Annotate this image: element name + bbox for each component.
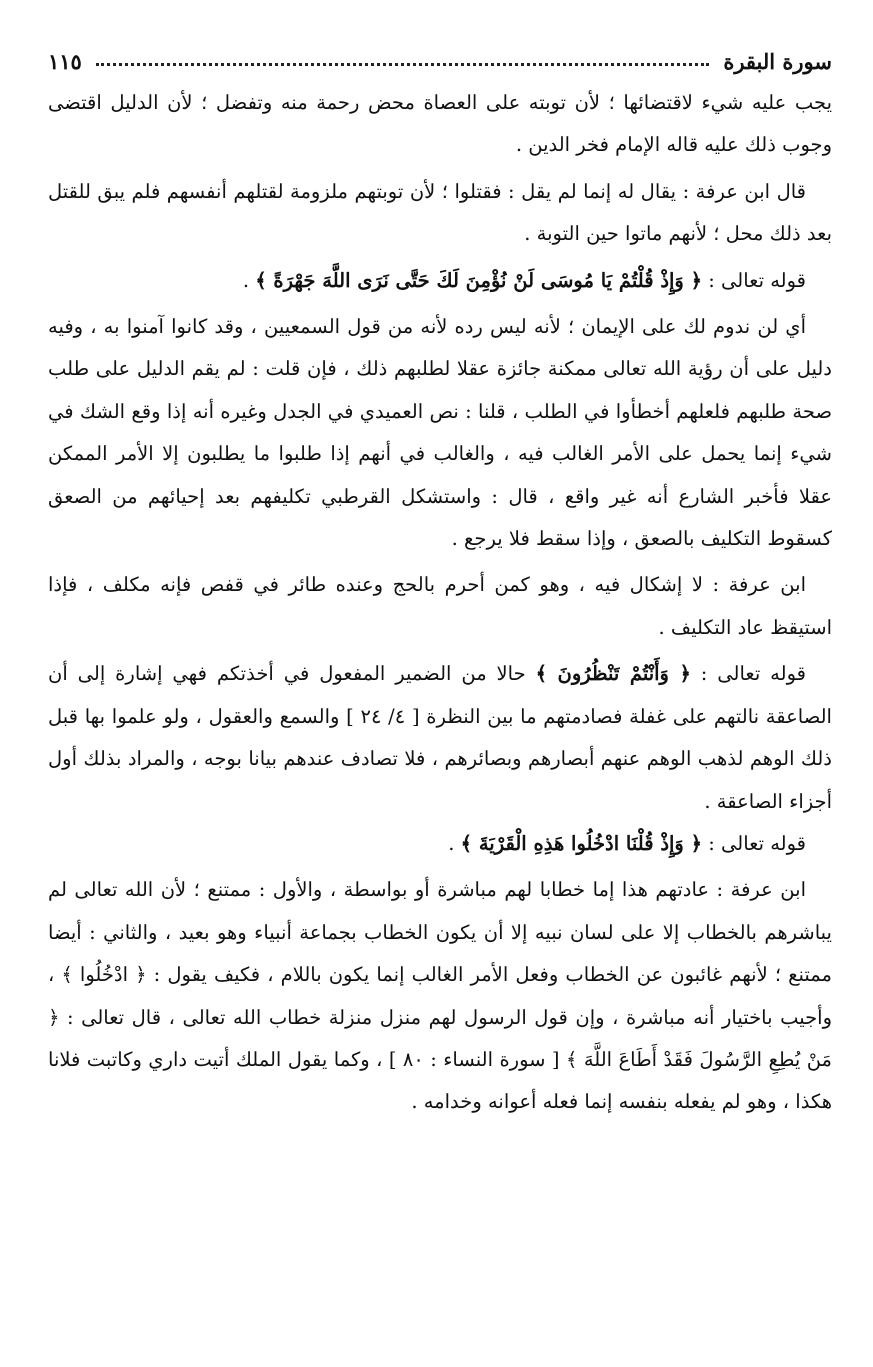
verse-citation-3 — [48, 823, 832, 865]
quran-verse: ﴿ وَإِذْ قُلْتُمْ يَا مُوسَى لَنْ نُؤْمِنَ لَكَ حَتَّى نَرَى اللَّهَ جَهْرَةً ﴾ — [255, 268, 703, 292]
dotted-leader — [96, 62, 709, 66]
paragraph-text: ابن عرفة : عادتهم هذا إما خطابا لهم مباشرة أو بواسطة ، والأول : ممتنع ؛ لأن الله تعالى لم يباشرهم بالخطاب إلا على لسان نبيه إلا أن يكون الخطاب بجماعة أنبياء وهو بعيد ، والثاني : أيضا ممتنع ؛ لأنهم غائبون عن الخطاب وفعل الأمر الغالب إنما يكون باللام ، فكيف يقول : ﴿ ادْخُلُوا ﴾ ، وأجيب باختيار أنه مباشرة ، وإن قول الرسول لهم منزل منزلة خطاب الله تعالى ، قال تعالى : ﴿ مَنْ يُطِعِ الرَّسُولَ فَقَدْ أَطَاعَ اللَّهَ ﴾ [ سورة النساء : ٨٠ ] ، وكما يقول الملك أتيت داري وكاتبت فلانا هكذا ، وهو لم يفعله بنفسه إنما فعله أعوانه وخدامه . — [48, 878, 833, 1114]
paragraph-text: ابن عرفة : لا إشكال فيه ، وهو كمن أحرم بالحج وعنده طائر في قفص فإنه مكلف ، فإذا استيقظ عاد التكليف . — [48, 573, 832, 639]
paragraph-text: يجب عليه شيء لاقتضائها ؛ لأن توبته على العصاة محض رحمة منه وتفضل ؛ لأن الدليل اقتضى وجوب ذلك عليه قاله الإمام فخر الدين . — [48, 91, 832, 157]
verse-prefix: قوله تعالى : — [690, 662, 806, 686]
verse-suffix: . — [448, 831, 461, 855]
verse-prefix: قوله تعالى : — [702, 831, 806, 855]
page-number: ١١٥ — [48, 48, 82, 74]
verse-citation-1 — [48, 260, 832, 302]
paragraph-ibn-arafa-1 — [48, 171, 832, 256]
document-page — [48, 40, 832, 1124]
quran-verse: ﴿ وَإِذْ قُلْنَا ادْخُلُوا هَذِهِ الْقَرْيَةَ ﴾ — [460, 831, 703, 855]
page-header — [48, 40, 832, 82]
paragraph-commentary — [48, 306, 832, 560]
quran-verse: ﴿ وَأَنْتُمْ تَنْظُرُونَ ﴾ — [535, 662, 691, 686]
paragraph-ibn-arafa-2 — [48, 564, 832, 649]
paragraph-continuation — [48, 82, 832, 167]
verse-suffix: . — [242, 268, 256, 292]
surah-title: سورة البقرة — [723, 48, 832, 74]
paragraph-ibn-arafa-3 — [48, 869, 832, 1123]
paragraph-text: قال ابن عرفة : يقال له إنما لم يقل : فقتلوا ؛ لأن توبتهم ملزومة لقتلهم أنفسهم فلم يبق للقتل بعد ذلك محل ؛ لأنهم ماتوا حين التوبة . — [48, 179, 832, 246]
paragraph-text: أي لن ندوم لك على الإيمان ؛ لأنه ليس رده لأنه من قول السمعيين ، وقد كانوا آمنوا به ، وفيه دليل على أن رؤية الله تعالى ممكنة جائزة عقلا لطلبهم ذلك ، فإن قلت : لم يقم الدليل على طلب صحة طلبهم فلعلهم أخطأوا في الطلب ، قلنا : نص العميدي في الجدل وغيره أنه إذا وقع الشك في شيء إنما يحمل على الأمر الغالب فيه ، والغالب في أنهم إذا طلبوا ما يطلبون إلا الأمر الممكن عقلا فأخبر الشارع أنه غير واقع ، قال : واستشكل القرطبي تكليفهم بعد إحيائهم من الصعق كسقوط التكليف بالصعق ، وإذا سقط فلا يرجع . — [48, 315, 832, 551]
verse-prefix: قوله تعالى : — [702, 268, 806, 292]
verse-citation-2 — [48, 653, 832, 823]
verse-suffix: حالا من الضمير المفعول في أخذتكم فهي إشارة إلى أن الصاعقة نالتهم على غفلة فصادمتهم ما بين النظرة [ ٤/ ٢٤ ] والسمع والعقول ، ولو علموا بها قبل ذلك الوهم لذهب الوهم عنهم أبصارهم وبصائرهم ، فلا تصادف عندهم بيانا بوجه ، والمراد بذلك أول أجزاء الصاعقة . — [48, 662, 832, 813]
